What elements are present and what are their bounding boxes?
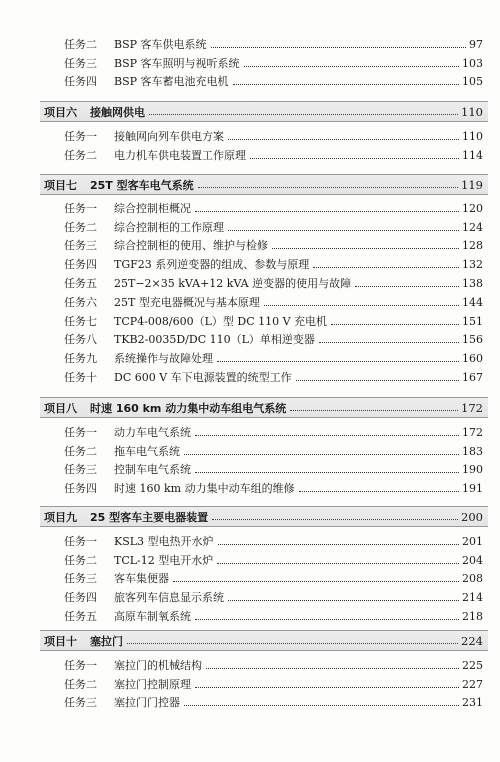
task-label: 任务四 bbox=[64, 258, 97, 272]
dot-leader bbox=[195, 687, 459, 688]
dot-leader bbox=[244, 66, 459, 67]
toc-task-row[interactable] bbox=[0, 127, 500, 146]
dot-leader bbox=[206, 668, 459, 669]
task-label: 任务二 bbox=[64, 220, 97, 234]
task-title: 系统操作与故障处理 bbox=[114, 352, 213, 366]
task-label: 任务六 bbox=[64, 295, 97, 309]
project-title: 25 型客车主要电器装置 bbox=[90, 510, 209, 524]
task-label: 任务五 bbox=[64, 610, 97, 624]
task-label: 任务二 bbox=[64, 677, 97, 691]
toc-section-continued bbox=[0, 35, 500, 91]
dot-leader bbox=[296, 380, 459, 381]
task-title: BSP 客车供电系统 bbox=[114, 37, 207, 51]
toc-task-row[interactable] bbox=[0, 274, 500, 293]
task-page-number: 214 bbox=[462, 591, 483, 605]
task-page-number: 204 bbox=[462, 553, 483, 567]
dot-leader bbox=[313, 267, 459, 268]
task-label: 任务二 bbox=[64, 37, 97, 51]
task-page-number: 167 bbox=[462, 371, 483, 385]
task-page-number: 190 bbox=[462, 463, 483, 477]
dot-leader bbox=[195, 435, 459, 436]
dot-leader bbox=[218, 544, 459, 545]
task-title: 综合控制柜概况 bbox=[114, 201, 191, 215]
task-title: 时速 160 km 动力集中动车组的维修 bbox=[114, 482, 295, 496]
dot-leader bbox=[228, 600, 459, 601]
task-label: 任务二 bbox=[64, 444, 97, 458]
task-page-number: 183 bbox=[462, 444, 483, 458]
project-page-number: 110 bbox=[461, 104, 483, 119]
task-title: 塞拉门门控器 bbox=[114, 696, 180, 710]
task-label: 任务九 bbox=[64, 352, 97, 366]
task-title: 客车集便器 bbox=[114, 572, 169, 586]
project-title: 25T 型客车电气系统 bbox=[90, 178, 194, 192]
project-title: 接触网供电 bbox=[90, 105, 145, 119]
toc-task-row[interactable] bbox=[0, 479, 500, 498]
project-label: 项目七 bbox=[44, 178, 77, 192]
task-label: 任务一 bbox=[64, 534, 97, 548]
dot-leader bbox=[184, 454, 459, 455]
task-page-number: 160 bbox=[462, 352, 483, 366]
task-page-number: 114 bbox=[462, 148, 483, 162]
task-label: 任务二 bbox=[64, 148, 97, 162]
task-page-number: 110 bbox=[462, 129, 483, 143]
task-page-number: 191 bbox=[462, 482, 483, 496]
toc-task-row[interactable] bbox=[0, 146, 500, 165]
toc-section-project-10 bbox=[0, 630, 500, 712]
project-page-number: 200 bbox=[461, 509, 483, 524]
dot-leader bbox=[319, 342, 459, 343]
toc-task-row[interactable] bbox=[0, 607, 500, 626]
task-page-number: 103 bbox=[462, 56, 483, 70]
toc-task-row[interactable] bbox=[0, 349, 500, 368]
task-page-number: 97 bbox=[469, 37, 483, 51]
task-title: KSL3 型电热开水炉 bbox=[114, 534, 214, 548]
dot-leader bbox=[264, 305, 459, 306]
dot-leader bbox=[272, 248, 459, 249]
task-title: 高原车制氧系统 bbox=[114, 610, 191, 624]
toc-section-project-9 bbox=[0, 506, 500, 626]
toc-task-row[interactable] bbox=[0, 293, 500, 312]
project-label: 项目十 bbox=[44, 634, 77, 648]
project-label: 项目六 bbox=[44, 105, 77, 119]
task-title: 综合控制柜的使用、维护与检修 bbox=[114, 239, 268, 253]
task-label: 任务四 bbox=[64, 75, 97, 89]
toc-section-project-7 bbox=[0, 174, 500, 387]
task-title: 塞拉门控制原理 bbox=[114, 677, 191, 691]
task-page-number: 201 bbox=[462, 534, 483, 548]
dot-leader bbox=[217, 563, 459, 564]
dot-leader bbox=[127, 643, 458, 644]
project-page-number: 224 bbox=[461, 633, 483, 648]
task-label: 任务三 bbox=[64, 463, 97, 477]
task-title: BSP 客车照明与视听系统 bbox=[114, 56, 240, 70]
toc-task-row[interactable] bbox=[0, 694, 500, 713]
project-label: 项目八 bbox=[44, 401, 77, 415]
task-title: 25T−2×35 kVA+12 kVA 逆变器的使用与故障 bbox=[114, 277, 352, 291]
project-heading[interactable] bbox=[40, 630, 488, 651]
toc-task-row[interactable] bbox=[0, 199, 500, 218]
task-label: 任务三 bbox=[64, 696, 97, 710]
project-page-number: 119 bbox=[461, 177, 483, 192]
project-heading[interactable] bbox=[40, 397, 488, 418]
task-title: 综合控制柜的工作原理 bbox=[114, 220, 224, 234]
task-label: 任务十 bbox=[64, 371, 97, 385]
task-page-number: 144 bbox=[462, 295, 483, 309]
task-page-number: 156 bbox=[462, 333, 483, 347]
dot-leader bbox=[184, 705, 459, 706]
dot-leader bbox=[211, 47, 466, 48]
task-title: 电力机车供电装置工作原理 bbox=[114, 148, 246, 162]
toc-section-project-8 bbox=[0, 397, 500, 498]
task-page-number: 105 bbox=[462, 75, 483, 89]
dot-leader bbox=[217, 361, 459, 362]
project-heading[interactable] bbox=[40, 506, 488, 527]
task-label: 任务一 bbox=[64, 201, 97, 215]
task-label: 任务四 bbox=[64, 591, 97, 605]
task-page-number: 138 bbox=[462, 277, 483, 291]
task-label: 任务四 bbox=[64, 482, 97, 496]
task-title: 动力车电气系统 bbox=[114, 425, 191, 439]
toc-task-row[interactable] bbox=[0, 312, 500, 331]
dot-leader bbox=[299, 491, 459, 492]
project-page-number: 172 bbox=[461, 400, 483, 415]
toc-section-project-6 bbox=[0, 101, 500, 165]
toc-task-row[interactable] bbox=[0, 423, 500, 442]
toc-task-row[interactable] bbox=[0, 675, 500, 694]
task-title: 拖车电气系统 bbox=[114, 444, 180, 458]
task-title: 接触网向列车供电方案 bbox=[114, 129, 224, 143]
toc-task-row[interactable] bbox=[0, 255, 500, 274]
task-page-number: 231 bbox=[462, 696, 483, 710]
task-label: 任务一 bbox=[64, 658, 97, 672]
task-label: 任务三 bbox=[64, 239, 97, 253]
task-title: 旅客列车信息显示系统 bbox=[114, 591, 224, 605]
dot-leader bbox=[198, 187, 458, 188]
toc-task-row[interactable] bbox=[0, 570, 500, 589]
task-page-number: 218 bbox=[462, 610, 483, 624]
task-title: TKB2-0035D/DC 110（L）单相逆变器 bbox=[114, 333, 315, 347]
project-title: 时速 160 km 动力集中动车组电气系统 bbox=[90, 401, 287, 415]
task-label: 任务三 bbox=[64, 572, 97, 586]
toc-task-row[interactable] bbox=[0, 35, 500, 54]
task-title: BSP 客车蓄电池充电机 bbox=[114, 75, 229, 89]
task-page-number: 120 bbox=[462, 201, 483, 215]
dot-leader bbox=[195, 211, 459, 212]
toc-task-row[interactable] bbox=[0, 442, 500, 461]
task-title: TGF23 系列逆变器的组成、参数与原理 bbox=[114, 258, 310, 272]
dot-leader bbox=[331, 324, 459, 325]
toc-task-row[interactable] bbox=[0, 237, 500, 256]
toc-task-row[interactable] bbox=[0, 588, 500, 607]
task-title: TCP4-008/600（L）型 DC 110 V 充电机 bbox=[114, 314, 328, 328]
task-page-number: 227 bbox=[462, 677, 483, 691]
dot-leader bbox=[290, 410, 458, 411]
project-heading[interactable] bbox=[40, 174, 488, 195]
dot-leader bbox=[355, 286, 459, 287]
toc-task-row[interactable] bbox=[0, 54, 500, 73]
dot-leader bbox=[212, 519, 458, 520]
project-label: 项目九 bbox=[44, 510, 77, 524]
task-label: 任务三 bbox=[64, 56, 97, 70]
task-label: 任务一 bbox=[64, 129, 97, 143]
dot-leader bbox=[149, 114, 458, 115]
task-label: 任务七 bbox=[64, 314, 97, 328]
dot-leader bbox=[228, 139, 459, 140]
toc-task-row[interactable] bbox=[0, 656, 500, 675]
task-label: 任务八 bbox=[64, 333, 97, 347]
toc-task-row[interactable] bbox=[0, 532, 500, 551]
task-page-number: 128 bbox=[462, 239, 483, 253]
toc-task-row[interactable] bbox=[0, 218, 500, 237]
task-label: 任务二 bbox=[64, 553, 97, 567]
task-label: 任务一 bbox=[64, 425, 97, 439]
task-page-number: 172 bbox=[462, 425, 483, 439]
toc-task-row[interactable] bbox=[0, 73, 500, 92]
toc-task-row[interactable] bbox=[0, 461, 500, 480]
task-title: 塞拉门的机械结构 bbox=[114, 658, 202, 672]
task-page-number: 225 bbox=[462, 658, 483, 672]
project-title: 塞拉门 bbox=[90, 634, 123, 648]
dot-leader bbox=[195, 619, 459, 620]
dot-leader bbox=[250, 158, 459, 159]
task-page-number: 151 bbox=[462, 314, 483, 328]
task-page-number: 124 bbox=[462, 220, 483, 234]
toc-task-row[interactable] bbox=[0, 551, 500, 570]
task-title: 25T 型充电器概况与基本原理 bbox=[114, 295, 260, 309]
dot-leader bbox=[195, 472, 459, 473]
task-title: TCL-12 型电开水炉 bbox=[114, 553, 214, 567]
task-page-number: 208 bbox=[462, 572, 483, 586]
toc-task-row[interactable] bbox=[0, 331, 500, 350]
dot-leader bbox=[233, 84, 459, 85]
task-label: 任务五 bbox=[64, 277, 97, 291]
toc-task-row[interactable] bbox=[0, 368, 500, 387]
task-title: DC 600 V 车下电源装置的统型工作 bbox=[114, 371, 292, 385]
dot-leader bbox=[173, 581, 459, 582]
dot-leader bbox=[228, 230, 459, 231]
task-title: 控制车电气系统 bbox=[114, 463, 191, 477]
task-page-number: 132 bbox=[462, 258, 483, 272]
project-heading[interactable] bbox=[40, 101, 488, 122]
